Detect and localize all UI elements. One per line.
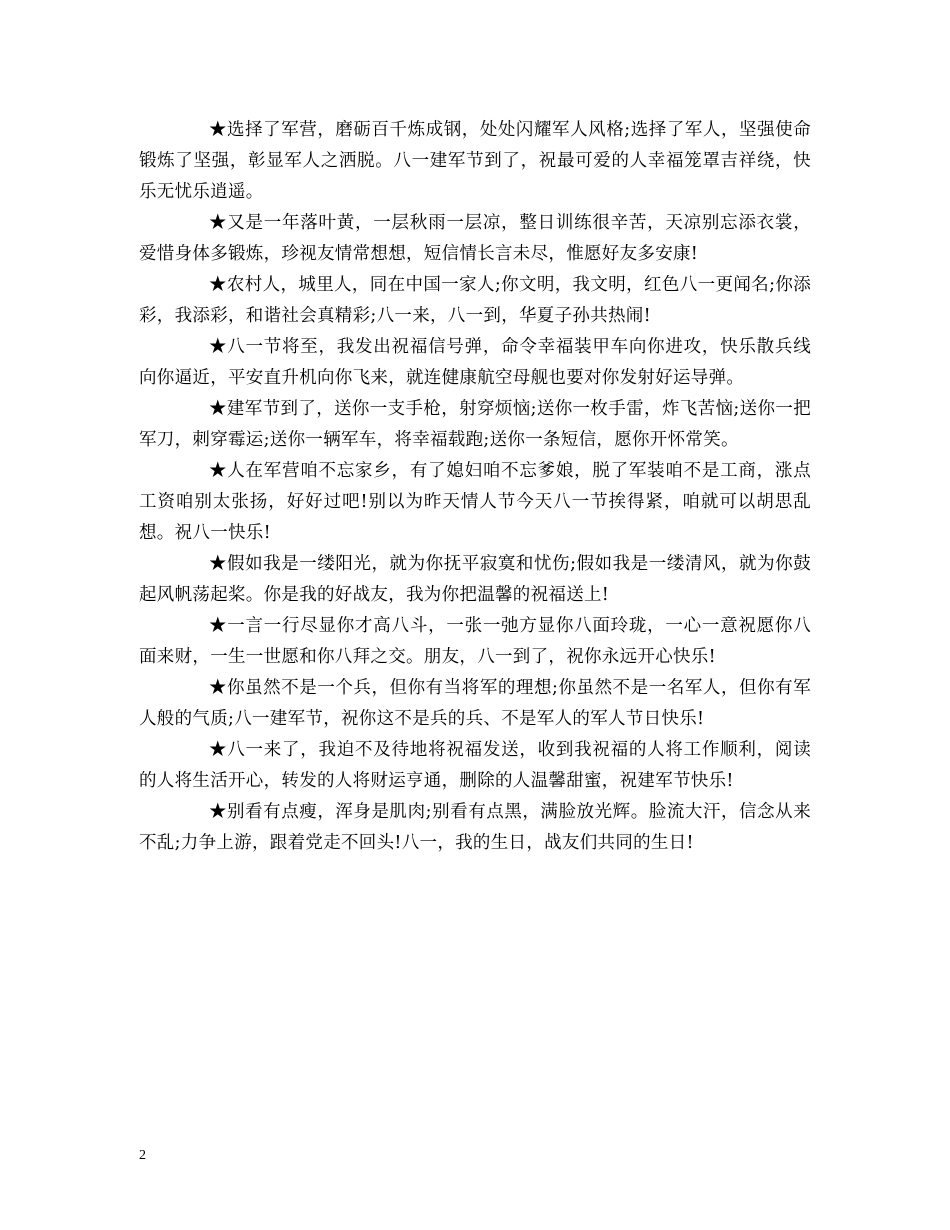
paragraph-10: ★八一来了，我迫不及待地将祝福发送，收到我祝福的人将工作顺利，阅读的人将生活开心，转发的人将财运亨通，删除的人温馨甜蜜，祝建军节快乐! xyxy=(139,740,811,791)
paragraph-11: ★别看有点瘦，浑身是肌肉;别看有点黑，满脸放光辉。脸流大汗，信念从来不乱;力争上游，跟着党走不回头!八一，我的生日，战友们共同的生日! xyxy=(139,802,811,853)
paragraph-3: ★农村人，城里人，同在中国一家人;你文明，我文明，红色八一更闻名;你添彩，我添彩，和谐社会真精彩;八一来，八一到，华夏子孙共热闹! xyxy=(139,275,811,326)
paragraph-4: ★八一节将至，我发出祝福信号弹，命令幸福装甲车向你进攻，快乐散兵线向你逼近，平安直升机向你飞来，就连健康航空母舰也要对你发射好运导弹。 xyxy=(139,337,811,388)
paragraph-6: ★人在军营咱不忘家乡，有了媳妇咱不忘爹娘，脱了军装咱不是工商，涨点工资咱别太张扬，好好过吧!别以为昨天情人节今天八一节挨得紧，咱就可以胡思乱想。祝八一快乐! xyxy=(139,461,811,543)
paragraph-2: ★又是一年落叶黄，一层秋雨一层凉，整日训练很辛苦，天凉别忘添衣裳，爱惜身体多锻炼，珍视友情常想想，短信情长言未尽，惟愿好友多安康! xyxy=(139,213,811,264)
page-number: 2 xyxy=(139,1148,146,1163)
document-body xyxy=(139,115,811,859)
paragraph-5: ★建军节到了，送你一支手枪，射穿烦恼;送你一枚手雷，炸飞苦恼;送你一把军刀，刺穿霉运;送你一辆军车，将幸福载跑;送你一条短信，愿你开怀常笑。 xyxy=(139,399,811,450)
paragraph-7: ★假如我是一缕阳光，就为你抚平寂寞和忧伤;假如我是一缕清风，就为你鼓起风帆荡起桨。你是我的好战友，我为你把温馨的祝福送上! xyxy=(139,554,811,605)
paragraph-1: ★选择了军营，磨砺百千炼成钢，处处闪耀军人风格;选择了军人，坚强使命锻炼了坚强，彰显军人之洒脱。八一建军节到了，祝最可爱的人幸福笼罩吉祥绕，快乐无忧乐逍遥。 xyxy=(139,120,811,202)
paragraph-9: ★你虽然不是一个兵，但你有当将军的理想;你虽然不是一名军人，但你有军人般的气质;八一建军节，祝你这不是兵的兵、不是军人的军人节日快乐! xyxy=(139,678,811,729)
paragraph-8: ★一言一行尽显你才高八斗，一张一弛方显你八面玲珑，一心一意祝愿你八面来财，一生一世愿和你八拜之交。朋友，八一到了，祝你永远开心快乐! xyxy=(139,616,811,667)
